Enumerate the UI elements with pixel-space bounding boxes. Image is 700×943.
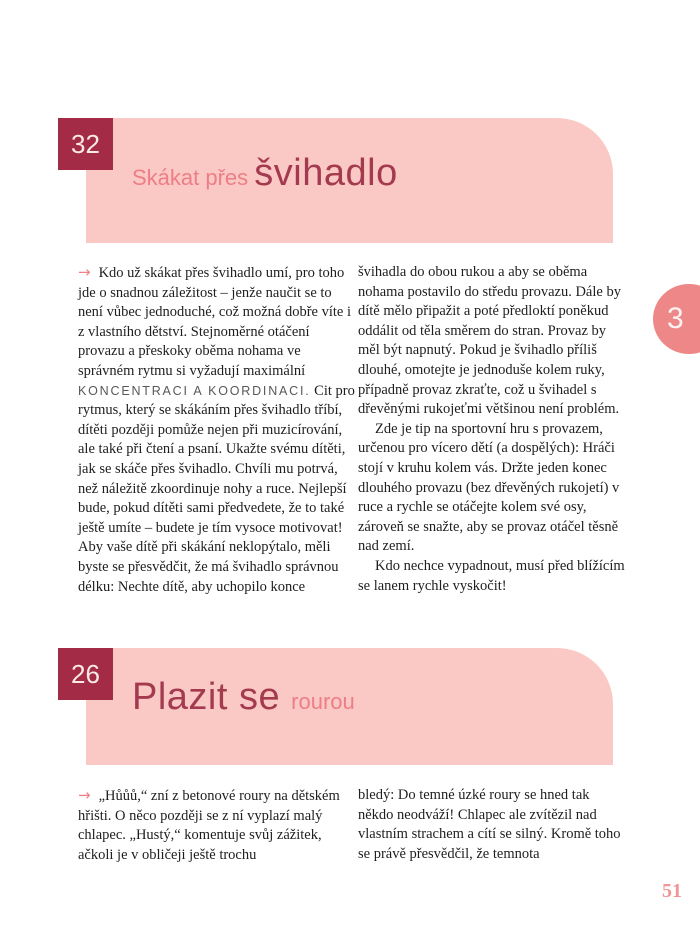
text-run: KONCENTRACI A KOORDINACI. <box>78 383 311 398</box>
text-run: „Hůůů,“ zní z betonové roury na dětském hřišti. O něco později se z ní vyplazí malý chlapec. „Hustý,“ komentuje svůj zážitek, ačkoli je v obličeji ještě trochu <box>78 788 340 863</box>
body-paragraph <box>358 786 626 864</box>
text-column-right <box>358 786 626 864</box>
section-banner <box>86 118 613 243</box>
text-run: švihadla do obou rukou a aby se oběma nohama postavilo do středu provazu. Dále by dítě mělo připažit a poté předloktí poněkud oddálit od těla směrem do stran. Provaz by měl být napnutý. Pokud je švihadlo příliš dlouhé, omotejte je jednoduše kolem ruky, případně provaz zkraťte, což u švihadel s dřevěnými rukojeťmi většinou není problém. <box>358 264 621 418</box>
text-column-left <box>78 786 356 865</box>
text-run: Kdo už skákat přes švihadlo umí, pro toho jde o snadnou záležitost – jenže naučit se to není vůbec jednoduché, což možná dobře víte i z vlastního dětství. Stejnoměrné otáčení provazu a přeskoky oběma nohama ve správném rytmu si vyžadují maximální <box>78 265 351 379</box>
text-run: bledý: Do temné úzké roury se hned tak někdo neodváží! Chlapec ale zvítězil nad vlastním strachem a cítí se silný. Kromě toho se právě přesvědčil, že temnota <box>358 787 621 862</box>
arrow-icon: → <box>78 786 91 804</box>
arrow-icon: → <box>78 263 91 281</box>
text-run: švihadlo <box>254 152 398 194</box>
chapter-tab-number: 3 <box>667 302 684 335</box>
body-paragraph <box>358 263 626 420</box>
section-title <box>132 676 355 719</box>
text-run: Kdo nechce vypadnout, musí před blížícím se lanem rychle vyskočit! <box>358 557 625 594</box>
text-run: Cit pro rytmus, který se skákáním přes švihadlo tříbí, dítěti později pomůže nejen při muzicírování, ale také při čtení a psaní. Ukažte svému dítěti, jak se skáče přes švihadlo. Chvíli mu potrvá, než náležitě zkoordinuje nohy a ruce. Nejlepší bude, pokud dítěti sami předvedete, že to také ještě umíte – budete je tím vysoce motivovat! Aby vaše dítě při skákání neklopýtalo, měli byste se přesvědčit, že má švihadlo správnou délku: Nechte dítě, aby uchopilo konce <box>78 382 355 595</box>
body-paragraph <box>358 420 626 557</box>
text-run: rourou <box>291 689 355 714</box>
text-run: Plazit se <box>132 676 292 718</box>
body-paragraph <box>358 557 626 596</box>
page-number: 51 <box>662 880 682 902</box>
section-title <box>132 152 398 195</box>
text-run: Skákat přes <box>132 165 255 190</box>
section-number-badge: 32 <box>58 118 113 170</box>
body-paragraph <box>78 263 356 597</box>
text-column-left <box>78 263 356 597</box>
body-paragraph <box>78 786 356 865</box>
text-run: Zde je tip na sportovní hru s provazem, určenou pro vícero dětí (a dospělých): Hráči stojí v kruhu kolem vás. Držte jeden konec dlouhého provazu (bez dřevěných rukojetí) v ruce a rychle se otáčejte kolem své osy, zároveň se snažte, aby se provaz otáčel těsně nad zemí. <box>358 420 620 555</box>
section-number-badge: 26 <box>58 648 113 700</box>
text-column-right <box>358 263 626 596</box>
section-banner <box>86 648 613 765</box>
chapter-tab <box>653 284 700 354</box>
